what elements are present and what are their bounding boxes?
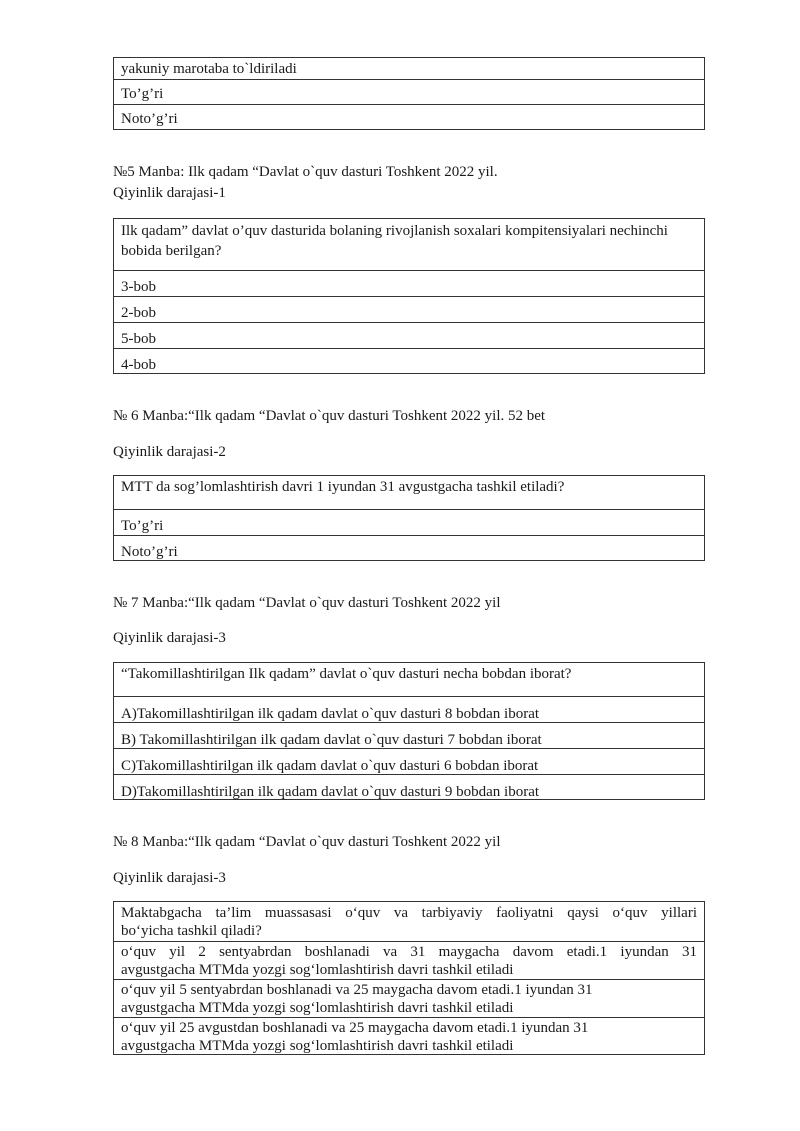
question-8-text-line: Maktabgacha ta’lim muassasasi o‘quv va tarbiyaviy faoliyatni qaysi o‘quv yillari bbox=[121, 905, 697, 921]
option-line: avgustgacha MTMda yozgi sog‘lomlashtirish davri tashkil etiladi bbox=[121, 1000, 514, 1016]
question-7-heading: № 7 Manba:“Ilk qadam “Davlat o`quv dasturi Toshkent 2022 yil bbox=[113, 595, 501, 611]
question-text-row bbox=[114, 902, 704, 941]
question-text-row bbox=[114, 219, 704, 270]
answer-table-continued bbox=[113, 57, 705, 130]
question-8-text-line: bo‘yicha tashkil qiladi? bbox=[121, 923, 262, 939]
option: 5-bob bbox=[121, 331, 156, 347]
question-6-heading: № 6 Manba:“Ilk qadam “Davlat o`quv dasturi Toshkent 2022 yil. 52 bet bbox=[113, 408, 546, 424]
option: 4-bob bbox=[121, 357, 156, 373]
question-5-table bbox=[113, 218, 705, 374]
question-tail: yakuniy marotaba to`ldiriladi bbox=[121, 61, 297, 77]
question-5-level: Qiyinlik darajasi-1 bbox=[113, 185, 226, 201]
option: 3-bob bbox=[121, 279, 156, 295]
table-row bbox=[114, 774, 704, 799]
table-row bbox=[114, 509, 704, 535]
table-row bbox=[114, 941, 704, 979]
question-6-level: Qiyinlik darajasi-2 bbox=[113, 444, 226, 460]
question-7-table bbox=[113, 662, 705, 800]
table-row bbox=[114, 748, 704, 774]
table-row bbox=[114, 104, 704, 129]
option-c: C)Takomillashtirilgan ilk qadam davlat o`quv dasturi 6 bobdan iborat bbox=[121, 758, 539, 774]
question-8-heading: № 8 Manba:“Ilk qadam “Davlat o`quv dasturi Toshkent 2022 yil bbox=[113, 834, 501, 850]
option-line: o‘quv yil 2 sentyabrdan boshlanadi va 31 maygacha davom etadi.1 iyundan 31 bbox=[121, 944, 697, 960]
table-row bbox=[114, 979, 704, 1017]
question-6-text: MTT da sog’lomlashtirish davri 1 iyundan 31 avgustgacha tashkil etiladi? bbox=[121, 479, 565, 495]
option-a: A)Takomillashtirilgan ilk qadam davlat o`quv dasturi 8 bobdan iborat bbox=[121, 706, 540, 722]
question-text-row bbox=[114, 663, 704, 696]
table-row bbox=[114, 348, 704, 373]
table-row bbox=[114, 58, 704, 79]
table-row bbox=[114, 270, 704, 296]
question-8-level: Qiyinlik darajasi-3 bbox=[113, 870, 226, 886]
question-5-text: Ilk qadam” davlat o’quv dasturida bolaning rivojlanish soxalari kompitensiyalari nechinchi bobida berilgan? bbox=[121, 223, 668, 259]
question-6-table bbox=[113, 475, 705, 561]
table-row bbox=[114, 696, 704, 722]
table-row bbox=[114, 296, 704, 322]
option-correct: To’g’ri bbox=[121, 86, 164, 102]
option-line: o‘quv yil 5 sentyabrdan boshlanadi va 25 maygacha davom etadi.1 iyundan 31 bbox=[121, 982, 593, 998]
option-incorrect: Noto’g’ri bbox=[121, 111, 178, 127]
question-5-heading: №5 Manba: Ilk qadam “Davlat o`quv dasturi Toshkent 2022 yil. bbox=[113, 164, 498, 180]
table-row bbox=[114, 722, 704, 748]
table-row bbox=[114, 322, 704, 348]
question-8-table bbox=[113, 901, 705, 1055]
table-row bbox=[114, 79, 704, 104]
option-b: B) Takomillashtirilgan ilk qadam davlat o`quv dasturi 7 bobdan iborat bbox=[121, 732, 542, 748]
option-line: avgustgacha MTMda yozgi sog‘lomlashtirish davri tashkil etiladi bbox=[121, 962, 514, 978]
table-row bbox=[114, 535, 704, 560]
question-7-level: Qiyinlik darajasi-3 bbox=[113, 630, 226, 646]
option-incorrect: Noto’g’ri bbox=[121, 544, 178, 560]
table-row bbox=[114, 1017, 704, 1054]
question-7-text: “Takomillashtirilgan Ilk qadam” davlat o`quv dasturi necha bobdan iborat? bbox=[121, 666, 572, 682]
option-line: o‘quv yil 25 avgustdan boshlanadi va 25 maygacha davom etadi.1 iyundan 31 bbox=[121, 1020, 589, 1036]
option: 2-bob bbox=[121, 305, 156, 321]
question-text-row bbox=[114, 476, 704, 509]
option-line: avgustgacha MTMda yozgi sog‘lomlashtirish davri tashkil etiladi bbox=[121, 1038, 514, 1054]
option-d: D)Takomillashtirilgan ilk qadam davlat o`quv dasturi 9 bobdan iborat bbox=[121, 784, 540, 799]
option-correct: To’g’ri bbox=[121, 518, 164, 534]
